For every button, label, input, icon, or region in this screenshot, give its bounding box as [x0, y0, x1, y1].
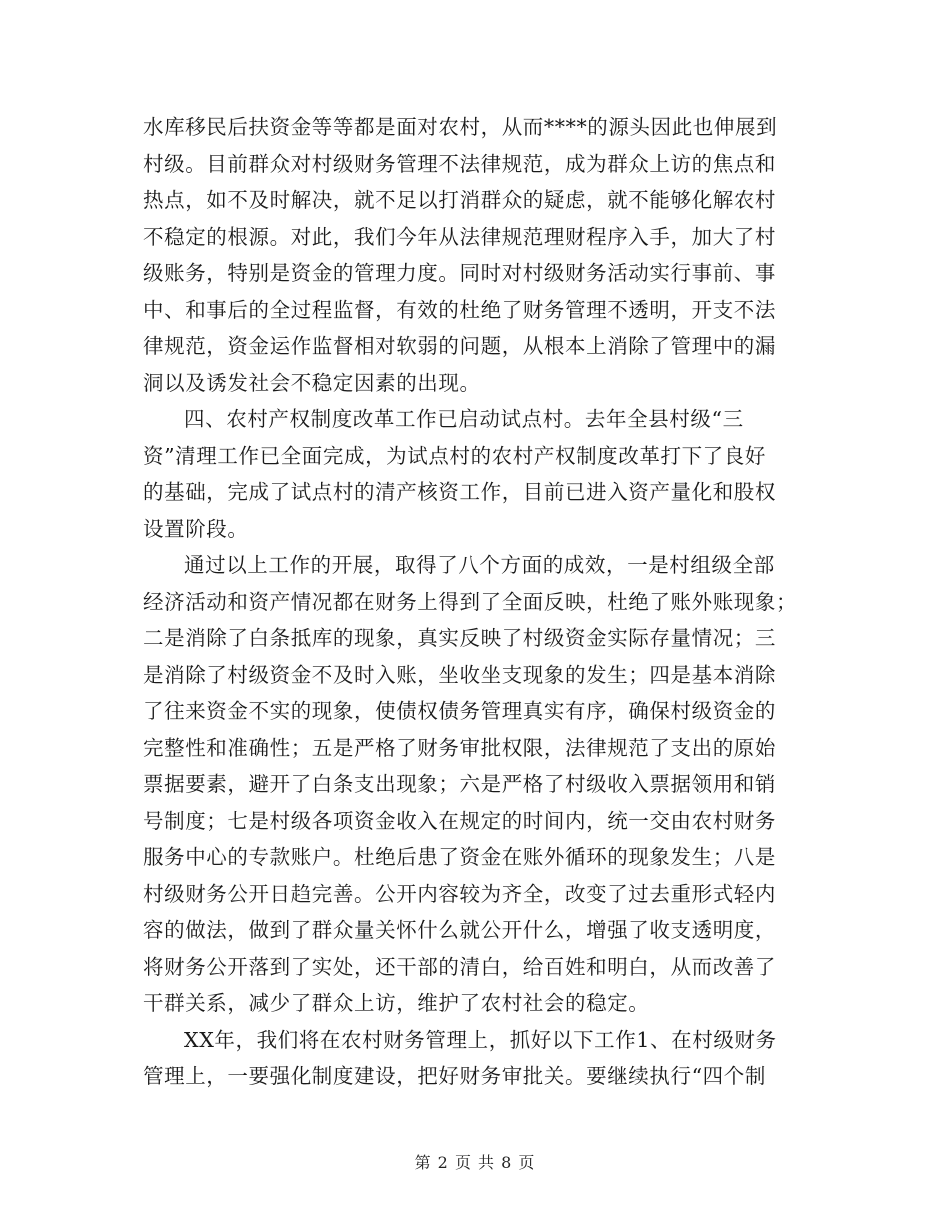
body-text — [143, 109, 808, 1095]
text-line: 将财务公开落到了实处，还干部的清白，给百姓和明白，从而改善了 — [143, 954, 776, 979]
paragraph-start-line: 通过以上工作的开展，取得了八个方面的成效，一是村组级全部 — [184, 553, 775, 577]
text-line: 容的做法，做到了群众量关怀什么就公开什么，增强了收支透明度， — [143, 918, 776, 942]
text-line: 服务中心的专款账户。杜绝后患了资金在账外循环的现象发生；八是 — [143, 845, 776, 869]
text-line: 号制度；七是村级各项资金收入在规定的时间内，统一交由农村财务 — [143, 808, 776, 833]
paragraph-start-line: 四、农村产权制度改革工作已启动试点村。去年全县村级“三 — [184, 407, 744, 431]
text-line: 级账务，特别是资金的管理力度。同时对村级财务活动实行事前、事 — [143, 261, 776, 285]
paragraph-start-line: XX年，我们将在农村财务管理上，抓好以下工作1、在村级财务 — [184, 1027, 777, 1052]
text-line: 洞以及诱发社会不稳定因素的出现。 — [143, 370, 481, 395]
text-line: 是消除了村级资金不及时入账，坐收坐支现象的发生；四是基本消除 — [143, 662, 776, 687]
text-line: 管理上，一要强化制度建设，把好财务审批关。要继续执行“四个制 — [143, 1064, 766, 1088]
text-line: 中、和事后的全过程监督，有效的杜绝了财务管理不透明，开支不法 — [143, 297, 776, 322]
text-line: 水库移民后扶资金等等都是面对农村，从而****的源头因此也伸展到 — [143, 115, 778, 139]
text-line: 经济活动和资产情况都在财务上得到了全面反映，杜绝了账外账现象； — [143, 589, 798, 614]
text-line: 完整性和准确性；五是严格了财务审批权限，法律规范了支出的原始 — [143, 735, 776, 760]
text-line: 村级。目前群众对村级财务管理不法律规范，成为群众上访的焦点和 — [143, 151, 776, 176]
text-line: 律规范，资金运作监督相对软弱的问题，从根本上消除了管理中的漏 — [143, 334, 776, 358]
text-line: 干群关系，减少了群众上访，维护了农村社会的稳定。 — [143, 991, 650, 1015]
text-line: 设置阶段。 — [143, 516, 249, 541]
text-line: 村级财务公开日趋完善。公开内容较为齐全，改变了过去重形式轻内 — [143, 881, 776, 906]
text-line: 二是消除了白条抵库的现象，真实反映了村级资金实际存量情况；三 — [143, 626, 776, 650]
text-line: 热点，如不及时解决，就不足以打消群众的疑虑，就不能够化解农村 — [143, 188, 776, 212]
text-line: 的基础，完成了试点村的清产核资工作，目前已进入资产量化和股权 — [143, 480, 776, 504]
page-footer: 第 2 页 共 8 页 — [414, 1153, 536, 1172]
text-line: 不稳定的根源。对此，我们今年从法律规范理财程序入手，加大了村 — [143, 224, 776, 249]
text-line: 票据要素，避开了白条支出现象；六是严格了村级收入票据领用和销 — [143, 772, 776, 796]
text-line: 了往来资金不实的现象，使债权债务管理真实有序，确保村级资金的 — [143, 699, 776, 723]
text-line: 资”清理工作已全面完成，为试点村的农村产权制度改革打下了良好 — [143, 443, 766, 468]
